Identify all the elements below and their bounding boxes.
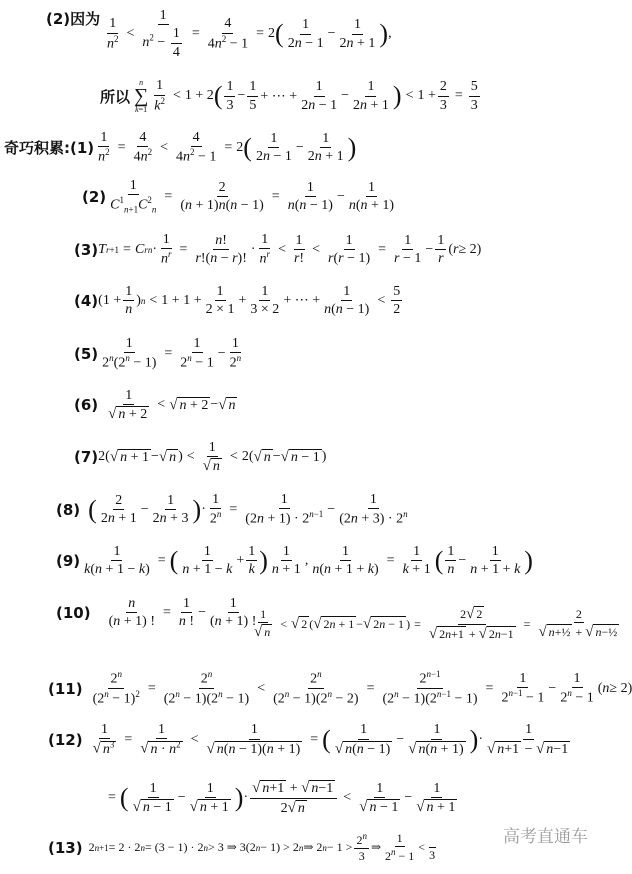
item-number-5: (5) (74, 344, 99, 363)
trick-1: 奇巧积累: (1) $\frac{1}{n^2}$ = $\frac{4}{4n^2}$ < $\frac{4}{4n^2 - 1}$ = 2 ( $\frac{1}{2n - 1}$ − $\frac{1}{2n + 1}$ ) (4, 130, 357, 166)
part2-formula: $\frac{1}{n^2}$ < 1 $n^2$ − $\frac{1}{4}$ = $\frac{4}{4n^2 - 1}$ = 2 ( $\frac{1}{2n - 1}$ − $\frac{1}{2n + 1}$ ) , (107, 8, 392, 60)
item-number-8: (8) (56, 500, 81, 519)
item-number-12: (12) (48, 730, 83, 749)
item-number-10: (10) (56, 603, 91, 622)
tricks-label: 奇巧积累: (4, 139, 70, 158)
trick-13: (13) 2 n+1 = 2 · 2 n = (3 − 1) · 2 n > 3 ⇒ 3(2 n − 1) > 2 n ⇒ 2 n − 1 > $\frac{2^n}{3}$ ⇒ $\frac{1}{2^n - 1}$ < 3 (48, 831, 436, 864)
trick-9: (9) $\frac{1}{k(n + 1 - k)}$ = ( $\frac{1}{n + 1 - k}$ + $\frac{1}{k}$ ) $\frac{1}{n + 1}$ , $\frac{1}{n(n + 1 + k)}$ = $\frac{1}{k + 1}$ ( $\frac{1}{n}$ − $\frac{1}{n + 1 + k}$ ) (56, 544, 533, 578)
trick-3: (3) T r+1 = C r n · $\frac{1}{n^r}$ = $\frac{n!}{r!(n - r)!}$ · $\frac{1}{n^r}$ < $\frac{1}{r!}$ < $\frac{1}{r(r - 1)}$ = $\frac{1}{r - 1}$ − $\frac{1}{r}$ ( r ≥ 2) (74, 232, 482, 268)
item-number-3: (3) (74, 240, 99, 259)
watermark-text: 高考直通车 (503, 827, 588, 847)
item-number-2: (2) (82, 187, 107, 206)
trick-10b: $\frac{1}{√ n}$ < √ 2 ( √ 2n + 1 − √ 2n − 1 ) = $\frac{2√ 2}{√ 2n+1 + √ 2n-1}$ = $\frac{2}{\text{√ n+½ + √ n−½}}$ (254, 606, 618, 642)
part2-label: (2)因为 (46, 10, 101, 28)
trick-5: (5) $\frac{1}{2^n(2^n - 1)}$ = $\frac{1}{2^n - 1}$ − $\frac{1}{2^n}$ (74, 336, 242, 372)
trick-10a: (10) $\frac{n}{(n + 1) !}$ = $\frac{1}{n !}$ − $\frac{1}{(n + 1) !}$ (56, 596, 257, 630)
trick-8: (8) ( $\frac{2}{2n + 1}$ − $\frac{1}{2n + 3}$ ) · $\frac{1}{2^n}$ = $\frac{1}{(2n + 1) \cdot 2^{n-1}}$ − $\frac{1}{(2n + 3) \cdot 2^n}$ (56, 492, 408, 528)
item-number-7: (7) (74, 448, 99, 467)
trick-12b: = ( $\frac{1}{√ n - 1}$ − $\frac{1}{√ n + 1}$ ) · $\frac{√ n+1 + √ n-1}{2√ n}$ < $\frac{1}{√ n - 1}$ − $\frac{1}{√ n + 1}$ (108, 780, 456, 816)
item-number-13: (13) (48, 838, 83, 857)
item-number-6: (6) (74, 396, 99, 415)
item-number-4: (4) (74, 291, 99, 310)
trick-2: (2) $\frac{1}{C^1_{n+1}C^2_n}$ = $\frac{2}{(n + 1)n(n - 1)}$ = $\frac{1}{n(n - 1)}$ − $\frac{1}{n(n + 1)}$ (82, 178, 395, 215)
trick-6: (6) $\frac{1}{√ n + 2}$ < √ n + 2 − √ n (74, 388, 236, 423)
trick-12a: (12) $\frac{1}{√ n^3}$ = $\frac{1}{√ n \cdot n^2}$ < $\frac{1}{√ n(n - 1)(n + 1)}$ = ( $\frac{1}{√ n(n - 1)}$ − $\frac{1}{√ n(n + 1)}$ ) · $\frac{1}{√ n+1 - √ n-1}$ (48, 722, 569, 758)
item-number-11: (11) (48, 679, 83, 698)
part2-line (46, 8, 100, 29)
trick-11: (11) $\frac{2^n}{(2^n - 1)^2}$ = $\frac{2^n}{(2^n - 1)(2^n - 1)}$ < $\frac{2^n}{(2^n - 1)(2^n - 2)}$ = $\frac{2^{n-1}}{(2^n - 1)(2^{n-1} - 1)}$ = $\frac{1}{2^{n-1} - 1}$ − $\frac{1}{2^n - 1}$ ( n ≥ 2) (48, 669, 632, 707)
trick-4: (4) (1 + $\frac{1}{n}$ ) n < 1 + 1 + $\frac{1}{2 \times 1}$ + $\frac{1}{3 \times 2}$ + ⋯ + $\frac{1}{n(n - 1)}$ < $\frac{5}{2}$ (74, 284, 401, 318)
so-label: 所以 (100, 87, 131, 106)
trick-7: (7) 2( √ n + 1 − √ n ) < $\frac{1}{√ n}$ < 2( √ n − √ n − 1 ) (74, 440, 327, 475)
item-number-1: (1) (70, 138, 95, 157)
part2-so-line: 所以 n ∑ k=1 $\frac{1}{k^2}$ < 1 + 2 ( $\frac{1}{3}$ − $\frac{1}{5}$ + ⋯ + $\frac{1}{2n - 1}$ − $\frac{1}{2n + 1}$ ) < 1 + $\frac{2}{3}$ = $\frac{5}{3}$ (100, 78, 478, 114)
item-number-9: (9) (56, 551, 81, 570)
